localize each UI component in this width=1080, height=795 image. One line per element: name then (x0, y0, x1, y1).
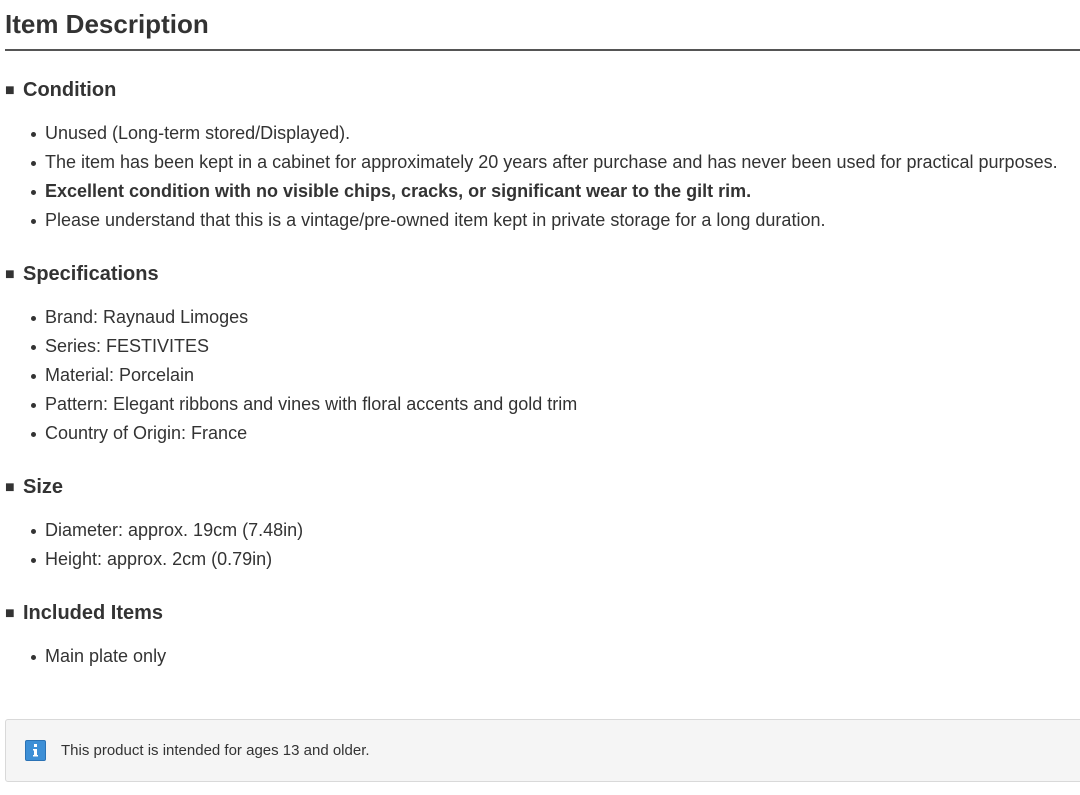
list-item: Diameter: approx. 19cm (7.48in) (5, 516, 1080, 545)
list-item: The item has been kept in a cabinet for approximately 20 years after purchase and has never been used for practical purposes. (5, 148, 1080, 177)
square-bullet-icon: ■ (5, 605, 15, 622)
included-items-list (5, 642, 1080, 671)
condition-section (5, 78, 1080, 235)
square-bullet-icon: ■ (5, 266, 15, 283)
specifications-heading (5, 262, 1080, 287)
list-item: Country of Origin: France (5, 419, 1080, 448)
square-bullet-icon: ■ (5, 479, 15, 496)
included-items-heading (5, 601, 1080, 626)
list-item: Brand: Raynaud Limoges (5, 303, 1080, 332)
included-items-section (5, 601, 1080, 671)
size-list (5, 516, 1080, 574)
list-item: Pattern: Elegant ribbons and vines with floral accents and gold trim (5, 390, 1080, 419)
size-section (5, 475, 1080, 574)
included-items-heading-label: Included Items (23, 602, 164, 624)
condition-heading-label: Condition (23, 79, 117, 101)
condition-list (5, 119, 1080, 235)
list-item: Series: FESTIVITES (5, 332, 1080, 361)
specifications-section (5, 262, 1080, 448)
list-item: Height: approx. 2cm (0.79in) (5, 545, 1080, 574)
specifications-list (5, 303, 1080, 448)
list-item: Please understand that this is a vintage/pre-owned item kept in private storage for a long duration. (5, 206, 1080, 235)
age-notice-text: This product is intended for ages 13 and older. (61, 742, 370, 759)
list-item: Unused (Long-term stored/Displayed). (5, 119, 1080, 148)
info-icon (25, 740, 46, 761)
size-heading-label: Size (23, 476, 64, 498)
list-item: Excellent condition with no visible chips, cracks, or significant wear to the gilt rim. (5, 177, 1080, 206)
list-item: Material: Porcelain (5, 361, 1080, 390)
item-description-panel (5, 0, 1080, 671)
age-notice-box (5, 719, 1080, 782)
specifications-heading-label: Specifications (23, 263, 159, 285)
square-bullet-icon: ■ (5, 82, 15, 99)
condition-heading (5, 78, 1080, 103)
page-title: Item Description (5, 0, 1080, 51)
list-item: Main plate only (5, 642, 1080, 671)
size-heading (5, 475, 1080, 500)
